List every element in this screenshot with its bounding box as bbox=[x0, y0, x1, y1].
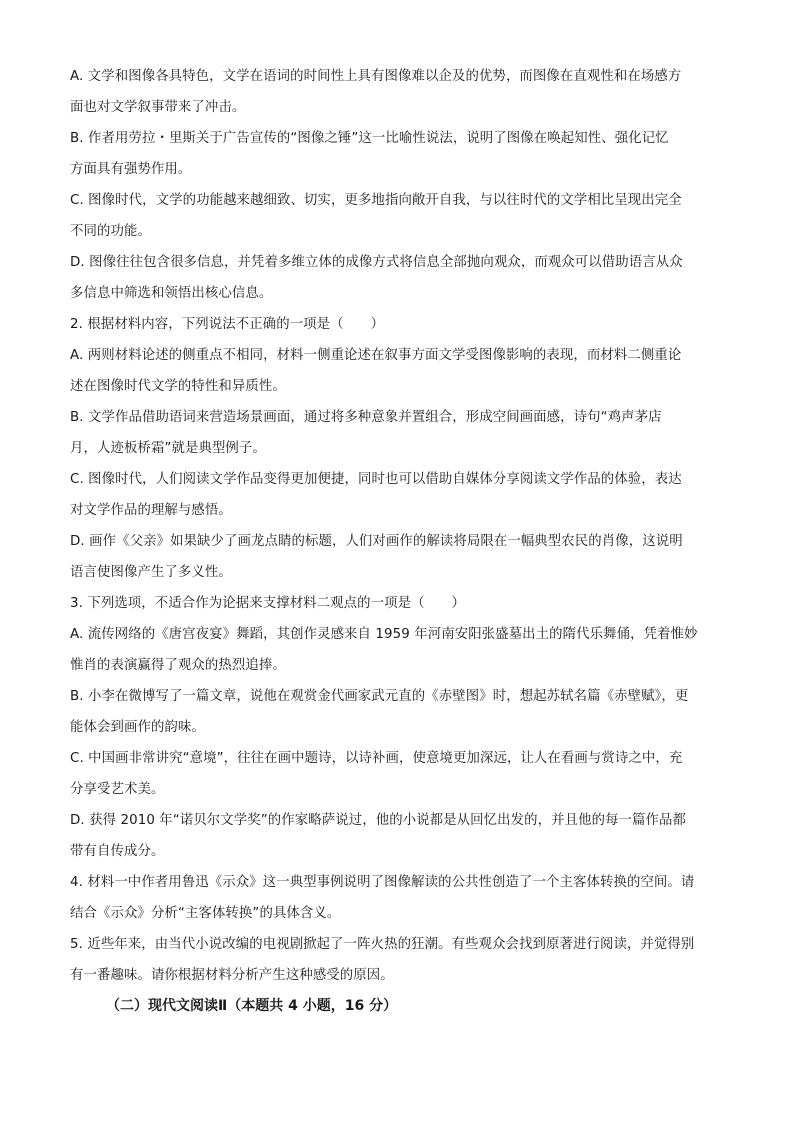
section-heading: （二）现代文阅读Ⅱ（本题共 4 小题，16 分） bbox=[106, 998, 398, 1014]
question-4-stem: 4. 材料一中作者用鲁迅《示众》这一典型事例说明了图像解读的公共性创造了一个主客体转换的空间。请 bbox=[70, 875, 695, 890]
text-line: B. 文学作品借助语词来营造场景画面，通过将多种意象并置组合，形成空间画面感，诗句“鸡声茅店 bbox=[70, 410, 662, 425]
text-line: 结合《示众》分析“主客体转换”的具体含义。 bbox=[70, 906, 341, 921]
text-line: B. 小李在微博写了一篇文章，说他在观赏金代画家武元直的《赤壁图》时，想起苏轼名篇《赤壁赋》，更 bbox=[70, 689, 689, 704]
text-line: 不同的功能。 bbox=[70, 224, 151, 239]
document-page bbox=[70, 61, 725, 1022]
question-5-stem: 5. 近些年来，由当代小说改编的电视剧掀起了一阵火热的狂潮。有些观众会找到原著进行阅读，并觉得别 bbox=[70, 937, 695, 952]
text-line: C. 中国画非常讲究“意境”，往往在画中题诗，以诗补画，使意境更加深远，让人在看画与赏诗之中，充 bbox=[70, 751, 683, 766]
text-line: 多信息中筛选和领悟出核心信息。 bbox=[70, 286, 273, 301]
text-line: 分享受艺术美。 bbox=[70, 782, 165, 797]
text-line: 带有自传成分。 bbox=[70, 844, 165, 859]
text-line: A. 文学和图像各具特色，文学在语词的时间性上具有图像难以企及的优势，而图像在直观性和在场感方 bbox=[70, 69, 682, 84]
text-line: 对文学作品的理解与感悟。 bbox=[70, 503, 232, 518]
text-line: 述在图像时代文学的特性和异质性。 bbox=[70, 379, 286, 394]
text-line: 能体会到画作的韵味。 bbox=[70, 720, 205, 735]
text-line: 语言使图像产生了多义性。 bbox=[70, 565, 232, 580]
text-line: D. 画作《父亲》如果缺少了画龙点睛的标题，人们对画作的解读将局限在一幅典型农民的肖像，这说明 bbox=[70, 534, 683, 549]
text-line: 有一番趣味。请你根据材料分析产生这种感受的原因。 bbox=[70, 968, 394, 983]
text-line: 面也对文学叙事带来了冲击。 bbox=[70, 100, 246, 115]
text-line: C. 图像时代，人们阅读文学作品变得更加便捷，同时也可以借助自媒体分享阅读文学作品的体验，表达 bbox=[70, 472, 682, 487]
text-line: D. 图像往往包含很多信息，并凭着多维立体的成像方式将信息全部抛向观众，而观众可以借助语言从众 bbox=[70, 255, 683, 270]
text-line: C. 图像时代，文学的功能越来越细致、切实，更多地指向敞开自我，与以往时代的文学相比呈现出完全 bbox=[70, 193, 682, 208]
text-line: 惟肖的表演赢得了观众的热烈追捧。 bbox=[70, 658, 286, 673]
question-3-stem: 3. 下列选项，不适合作为论据来支撑材料二观点的一项是（ ） bbox=[70, 596, 466, 611]
text-line: 方面具有强势作用。 bbox=[70, 162, 192, 177]
text-line: B. 作者用劳拉・里斯关于广告宣传的“图像之锤”这一比喻性说法，说明了图像在唤起知性、强化记忆 bbox=[70, 131, 669, 146]
question-2-stem: 2. 根据材料内容，下列说法不正确的一项是（ ） bbox=[70, 317, 385, 332]
text-line: A. 两则材料论述的侧重点不相同，材料一侧重论述在叙事方面文学受图像影响的表现，而材料二侧重论 bbox=[70, 348, 682, 363]
text-line: D. 获得 2010 年“诺贝尔文学奖”的作家略萨说过，他的小说都是从回忆出发的，并且他的每一篇作品都 bbox=[70, 813, 687, 828]
text-line: 月，人迹板桥霜”就是典型例子。 bbox=[70, 441, 266, 456]
text-line: A. 流传网络的《唐宫夜宴》舞蹈，其创作灵感来自 1959 年河南安阳张盛墓出土的隋代乐舞俑，凭着惟妙 bbox=[70, 627, 698, 642]
